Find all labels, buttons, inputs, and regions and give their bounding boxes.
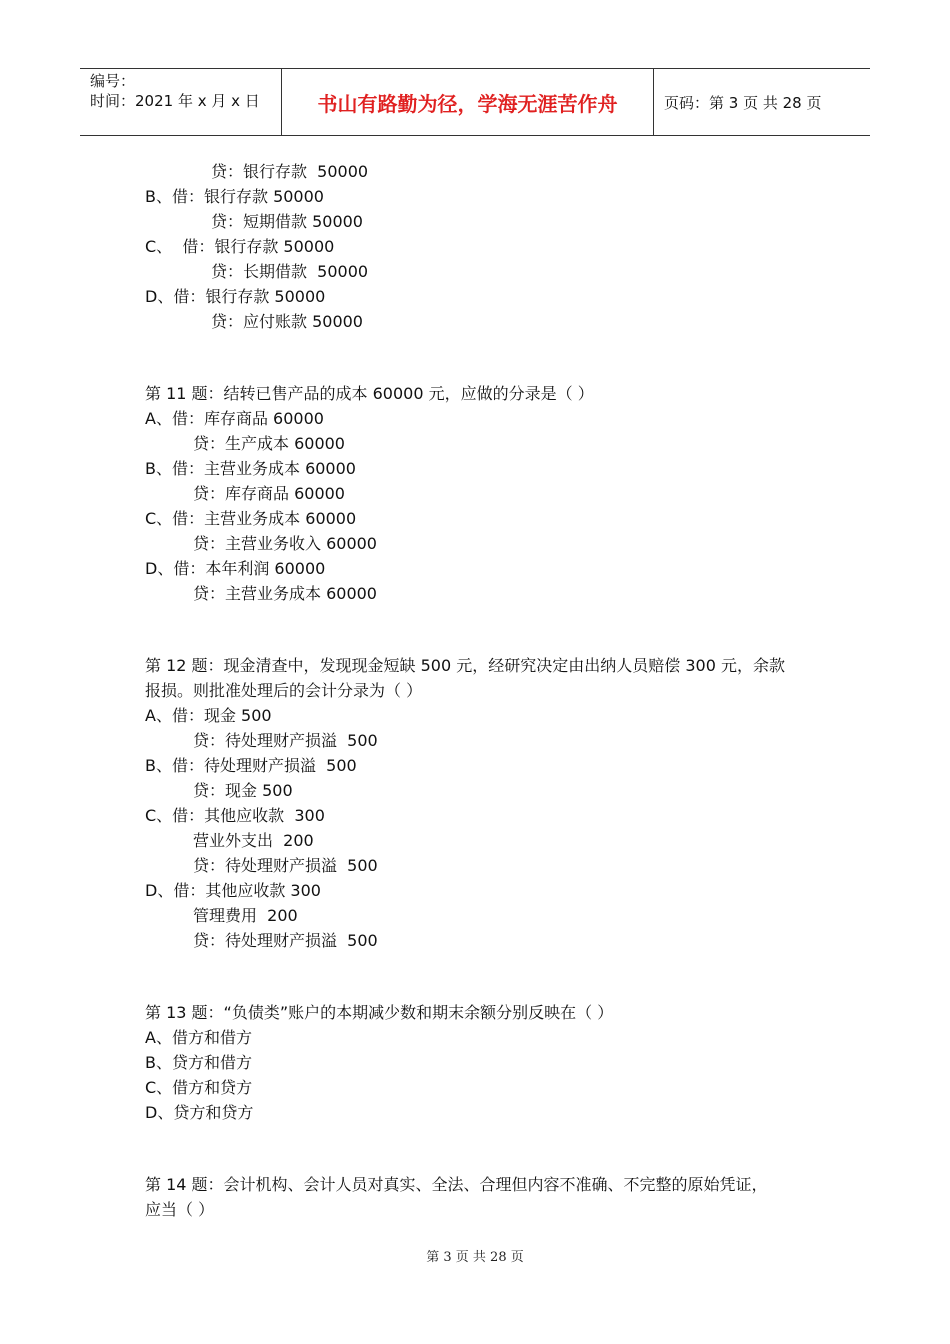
answer-line: D、借：银行存款 50000 (145, 287, 326, 306)
option-line: D、借：本年利润 60000 (145, 559, 326, 578)
option-line: 贷：待处理财产损溢 500 (193, 731, 378, 750)
option-line: 贷：主营业务收入 60000 (193, 534, 377, 553)
option-line: C、借：其他应收款 300 (145, 806, 325, 825)
answer-line: 贷：银行存款 50000 (211, 162, 369, 181)
question-14-line-2: 应当（ ） (145, 1200, 215, 1219)
answer-line: 贷：短期借款 50000 (211, 212, 363, 231)
answer-line: B、借：银行存款 50000 (145, 187, 324, 206)
option-line: D、贷方和贷方 (145, 1103, 254, 1122)
answer-line: C、 借：银行存款 50000 (145, 237, 335, 256)
question-14-line-1: 第 14 题：会计机构、会计人员对真实、全法、合理但内容不准确、不完整的原始凭证， (145, 1175, 768, 1194)
serial-label: 编号： (90, 72, 136, 90)
header-page-info: 页码：第 3 页 共 28 页 (664, 93, 822, 112)
option-line: B、借：待处理财产损溢 500 (145, 756, 357, 775)
option-line: B、贷方和借方 (145, 1053, 252, 1072)
answer-line: 贷：长期借款 50000 (211, 262, 369, 281)
option-line: C、借：主营业务成本 60000 (145, 509, 357, 528)
answer-line: 贷：应付账款 50000 (211, 312, 363, 331)
document-body (145, 159, 825, 1222)
question-11: 第 11 题：结转已售产品的成本 60000 元，应做的分录是（ ） (145, 384, 594, 403)
time-line: 时间：2021 年 x 月 x 日 (90, 92, 260, 110)
option-line: A、借方和借方 (145, 1028, 252, 1047)
option-line: 贷：待处理财产损溢 500 (193, 856, 378, 875)
option-line: C、借方和贷方 (145, 1078, 253, 1097)
option-line: 贷：生产成本 60000 (193, 434, 345, 453)
option-line: A、借：现金 500 (145, 706, 272, 725)
page-header (80, 68, 870, 136)
option-line: 营业外支出 200 (193, 831, 314, 850)
page-footer: 第 3 页 共 28 页 (426, 1250, 524, 1265)
option-line: 贷：现金 500 (193, 781, 293, 800)
option-line: B、借：主营业务成本 60000 (145, 459, 356, 478)
question-12-line-2: 报损。则批准处理后的会计分录为（ ） (145, 681, 423, 700)
option-line: 贷：待处理财产损溢 500 (193, 931, 378, 950)
header-left (80, 69, 281, 135)
header-motto: 书山有路勤为径，学海无涯苦作舟 (281, 69, 654, 135)
option-line: A、借：库存商品 60000 (145, 409, 324, 428)
question-13: 第 13 题：“负债类”账户的本期减少数和期末余额分别反映在（ ） (145, 1003, 614, 1022)
option-line: 贷：库存商品 60000 (193, 484, 345, 503)
option-line: 管理费用 200 (193, 906, 298, 925)
option-line: D、借：其他应收款 300 (145, 881, 321, 900)
question-12-line-1: 第 12 题：现金清查中，发现现金短缺 500 元，经研究决定由出纳人员赔偿 300 元，余款 (145, 656, 785, 675)
option-line: 贷：主营业务成本 60000 (193, 584, 377, 603)
